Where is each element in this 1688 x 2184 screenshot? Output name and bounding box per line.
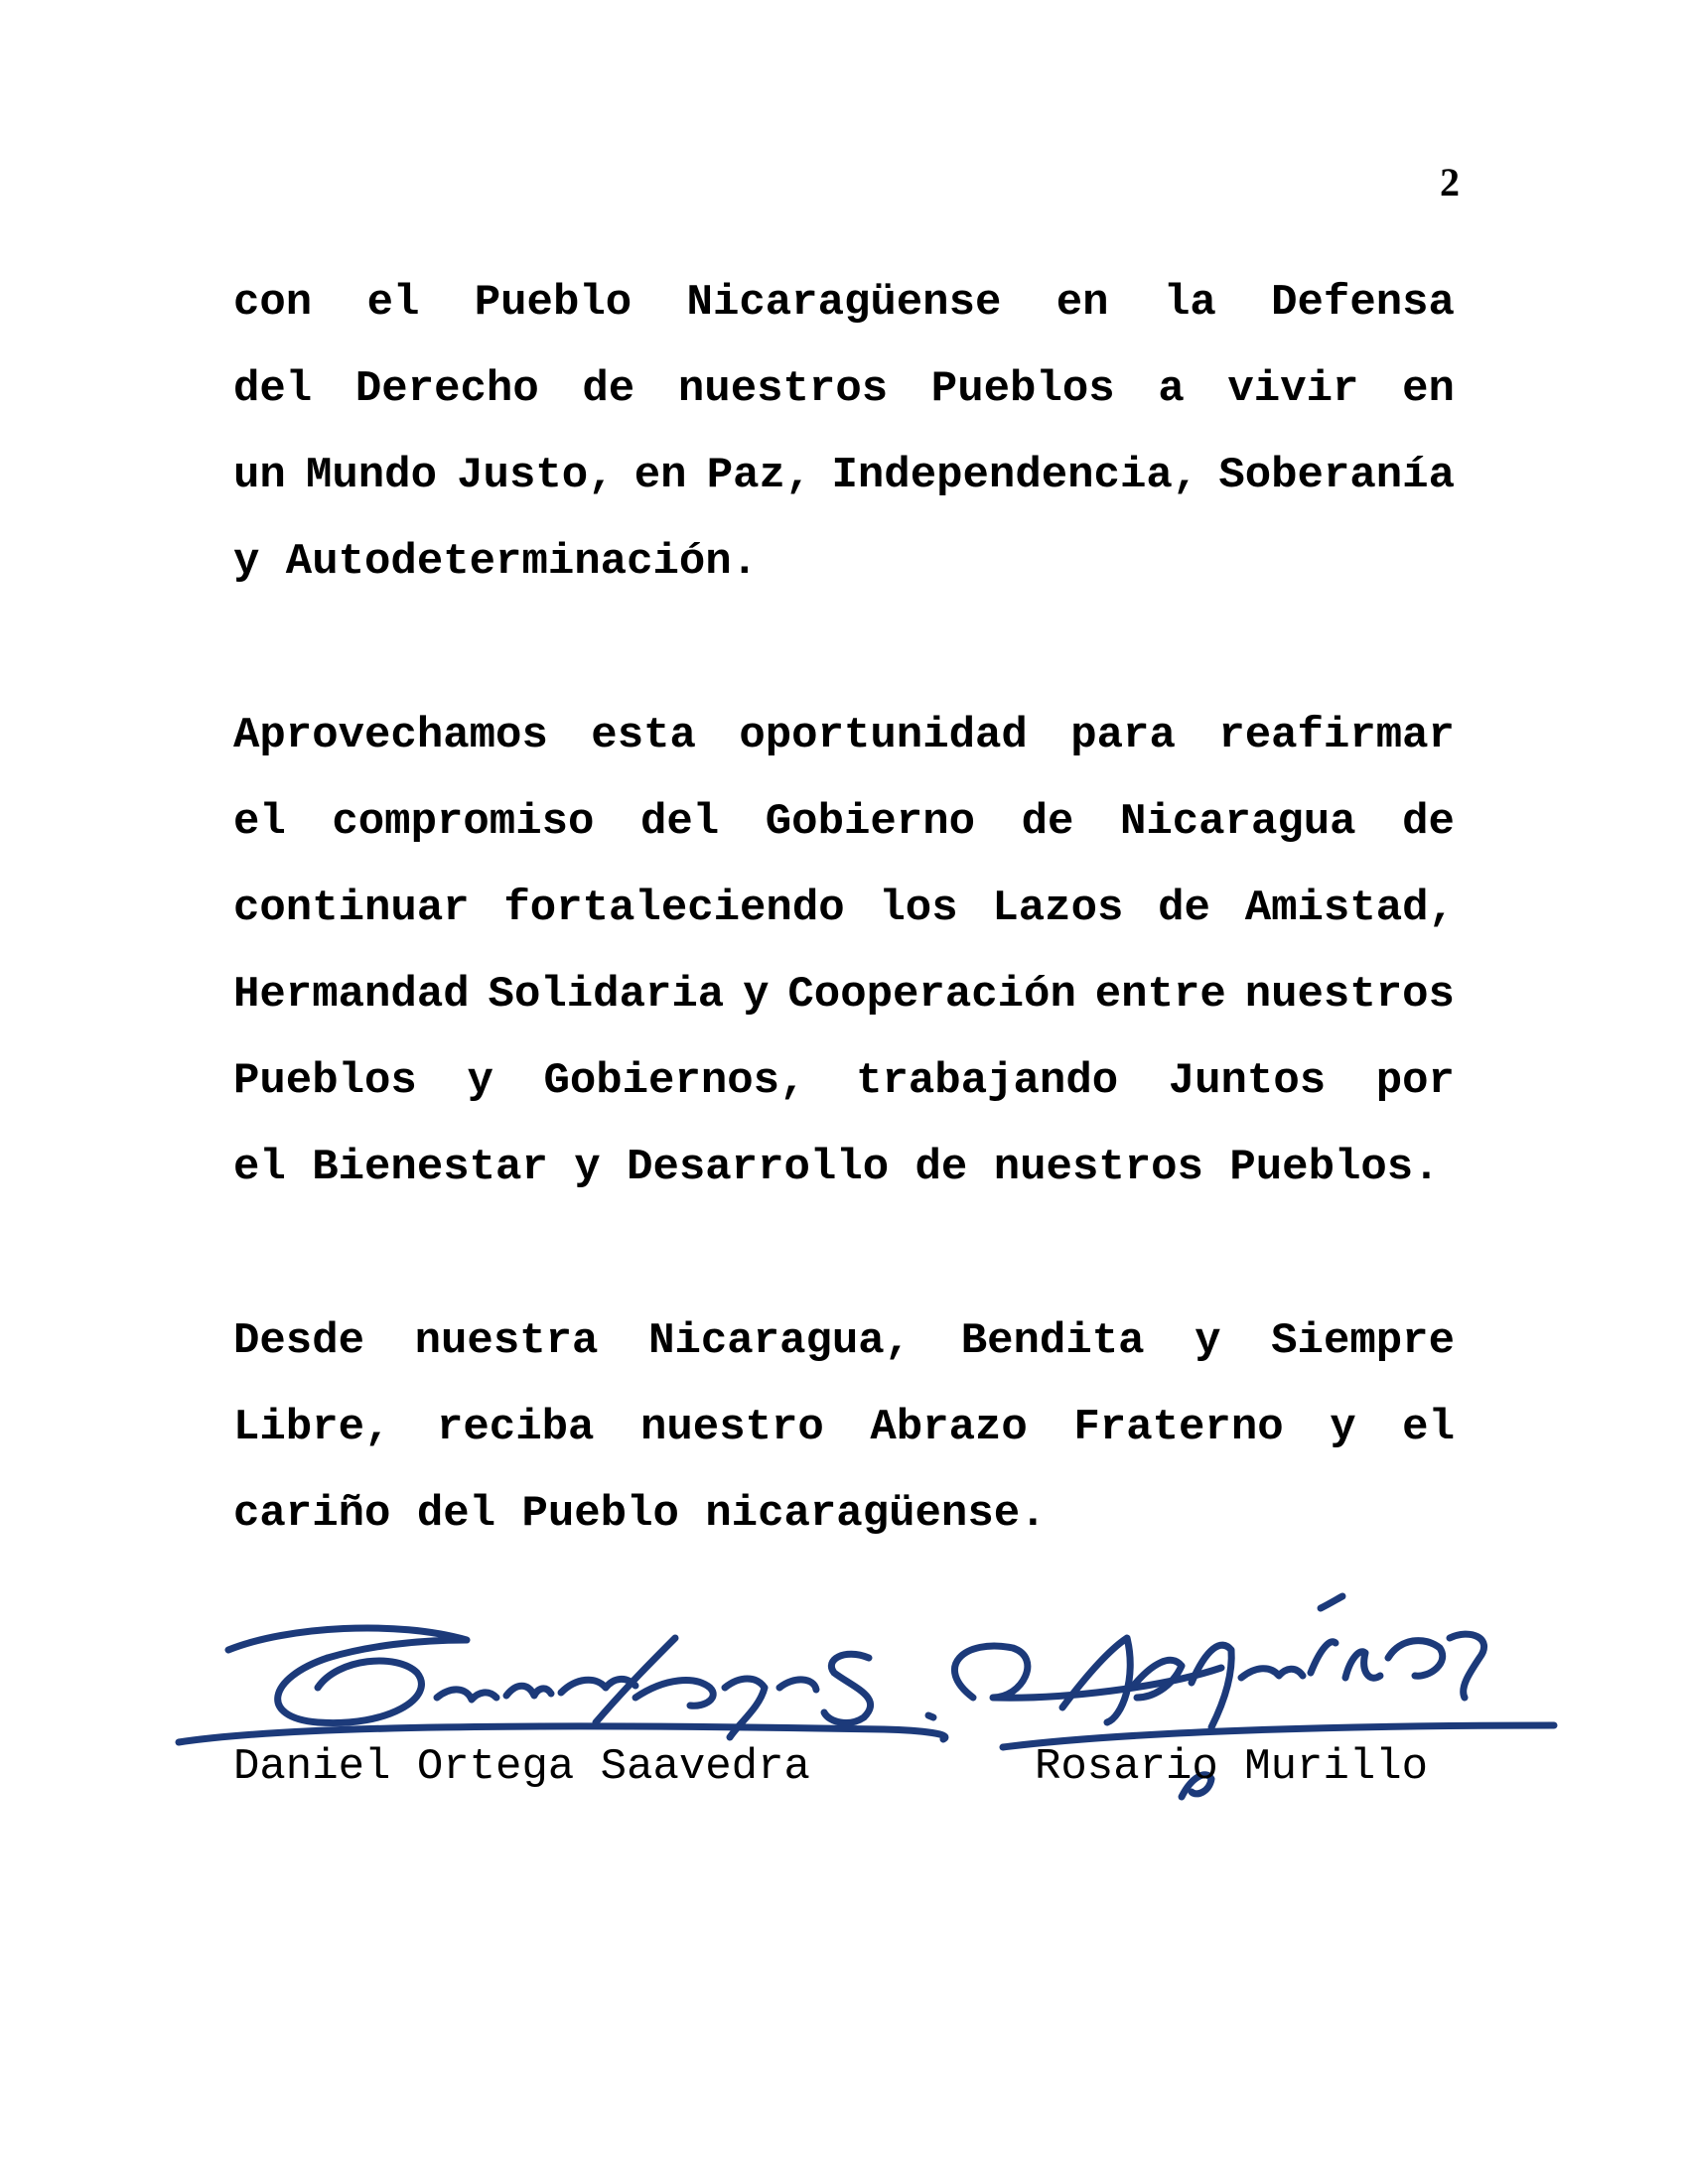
word: Nicaragüense <box>686 278 1002 328</box>
word: nuestro <box>640 1403 824 1452</box>
word: Derecho <box>354 364 539 414</box>
word: Nicaragua <box>1119 797 1356 847</box>
word: Hermandad <box>233 970 470 1020</box>
word: de <box>1158 884 1210 933</box>
word: Aprovechamos <box>233 711 548 760</box>
word: trabajando <box>856 1056 1119 1106</box>
word: y <box>743 970 770 1020</box>
word: a <box>1158 364 1185 414</box>
page-number: 2 <box>1440 160 1460 205</box>
text-line <box>233 346 1455 433</box>
text-line <box>233 1385 1455 1471</box>
word: para <box>1070 711 1176 760</box>
word: reafirmar <box>1218 711 1455 760</box>
word: Desde <box>233 1316 365 1366</box>
word: nuestros <box>677 364 889 414</box>
word: de <box>582 364 635 414</box>
word: Siempre <box>1271 1316 1455 1366</box>
text-line <box>233 433 1455 519</box>
word: nuestra <box>414 1316 599 1366</box>
signer-name-1: Daniel Ortega Saavedra <box>233 1742 810 1792</box>
text-line <box>233 260 1455 346</box>
word: Fraterno <box>1073 1403 1284 1452</box>
word: Mundo <box>305 451 437 500</box>
word: con <box>233 278 313 328</box>
text-line: cariño del Pueblo nicaragüense. <box>233 1489 1047 1539</box>
word: de <box>1402 797 1455 847</box>
word: en <box>633 451 687 500</box>
word: Lazos <box>992 884 1124 933</box>
word: el <box>1402 1403 1455 1452</box>
signer-name-2: Rosario Murillo <box>1035 1742 1429 1792</box>
word: Paz, <box>706 451 812 500</box>
word: Pueblo <box>474 278 633 328</box>
word: Libre, <box>233 1403 391 1452</box>
word: Abrazo <box>870 1403 1028 1452</box>
word: Gobiernos, <box>543 1056 806 1106</box>
word: Gobierno <box>765 797 975 847</box>
word: nuestros <box>1244 970 1455 1020</box>
word: vivir <box>1227 364 1359 414</box>
word: y <box>1330 1403 1356 1452</box>
word: Solidaria <box>488 970 725 1020</box>
word: entre <box>1094 970 1226 1020</box>
text-line <box>233 952 1455 1038</box>
text-line <box>233 1298 1455 1385</box>
word: Bendita <box>960 1316 1145 1366</box>
word: continuar <box>233 884 470 933</box>
text-line: y Autodeterminación. <box>233 537 759 587</box>
text-line <box>233 866 1455 952</box>
word: del <box>233 364 313 414</box>
word: Pueblos <box>930 364 1115 414</box>
word: en <box>1402 364 1455 414</box>
word: fortaleciendo <box>503 884 845 933</box>
word: la <box>1163 278 1216 328</box>
word: Juntos <box>1168 1056 1327 1106</box>
word: Pueblos <box>233 1056 417 1106</box>
word: Nicaragua, <box>648 1316 912 1366</box>
word: Defensa <box>1271 278 1455 328</box>
word: esta <box>591 711 696 760</box>
text-line: el Bienestar y Desarrollo de nuestros Pueblos. <box>233 1143 1440 1192</box>
word: del <box>639 797 720 847</box>
text-line <box>233 1038 1455 1125</box>
paragraph-3 <box>233 1298 1455 1558</box>
word: el <box>233 797 286 847</box>
word: compromiso <box>332 797 595 847</box>
paragraph-1 <box>233 260 1455 606</box>
word: Justo, <box>457 451 615 500</box>
word: por <box>1375 1056 1455 1106</box>
word: oportunidad <box>739 711 1028 760</box>
word: reciba <box>437 1403 595 1452</box>
word: en <box>1055 278 1109 328</box>
text-line <box>233 693 1455 779</box>
word: de <box>1021 797 1074 847</box>
signature-daniel-ortega <box>179 1628 945 1742</box>
word: Soberanía <box>1218 451 1455 500</box>
word: Independencia, <box>831 451 1199 500</box>
word: un <box>233 451 286 500</box>
word: Amistad, <box>1244 884 1455 933</box>
text-line <box>233 779 1455 866</box>
word: Cooperación <box>787 970 1076 1020</box>
word: el <box>366 278 420 328</box>
word: y <box>1195 1316 1221 1366</box>
paragraph-2 <box>233 693 1455 1211</box>
word: los <box>879 884 958 933</box>
word: y <box>467 1056 493 1106</box>
